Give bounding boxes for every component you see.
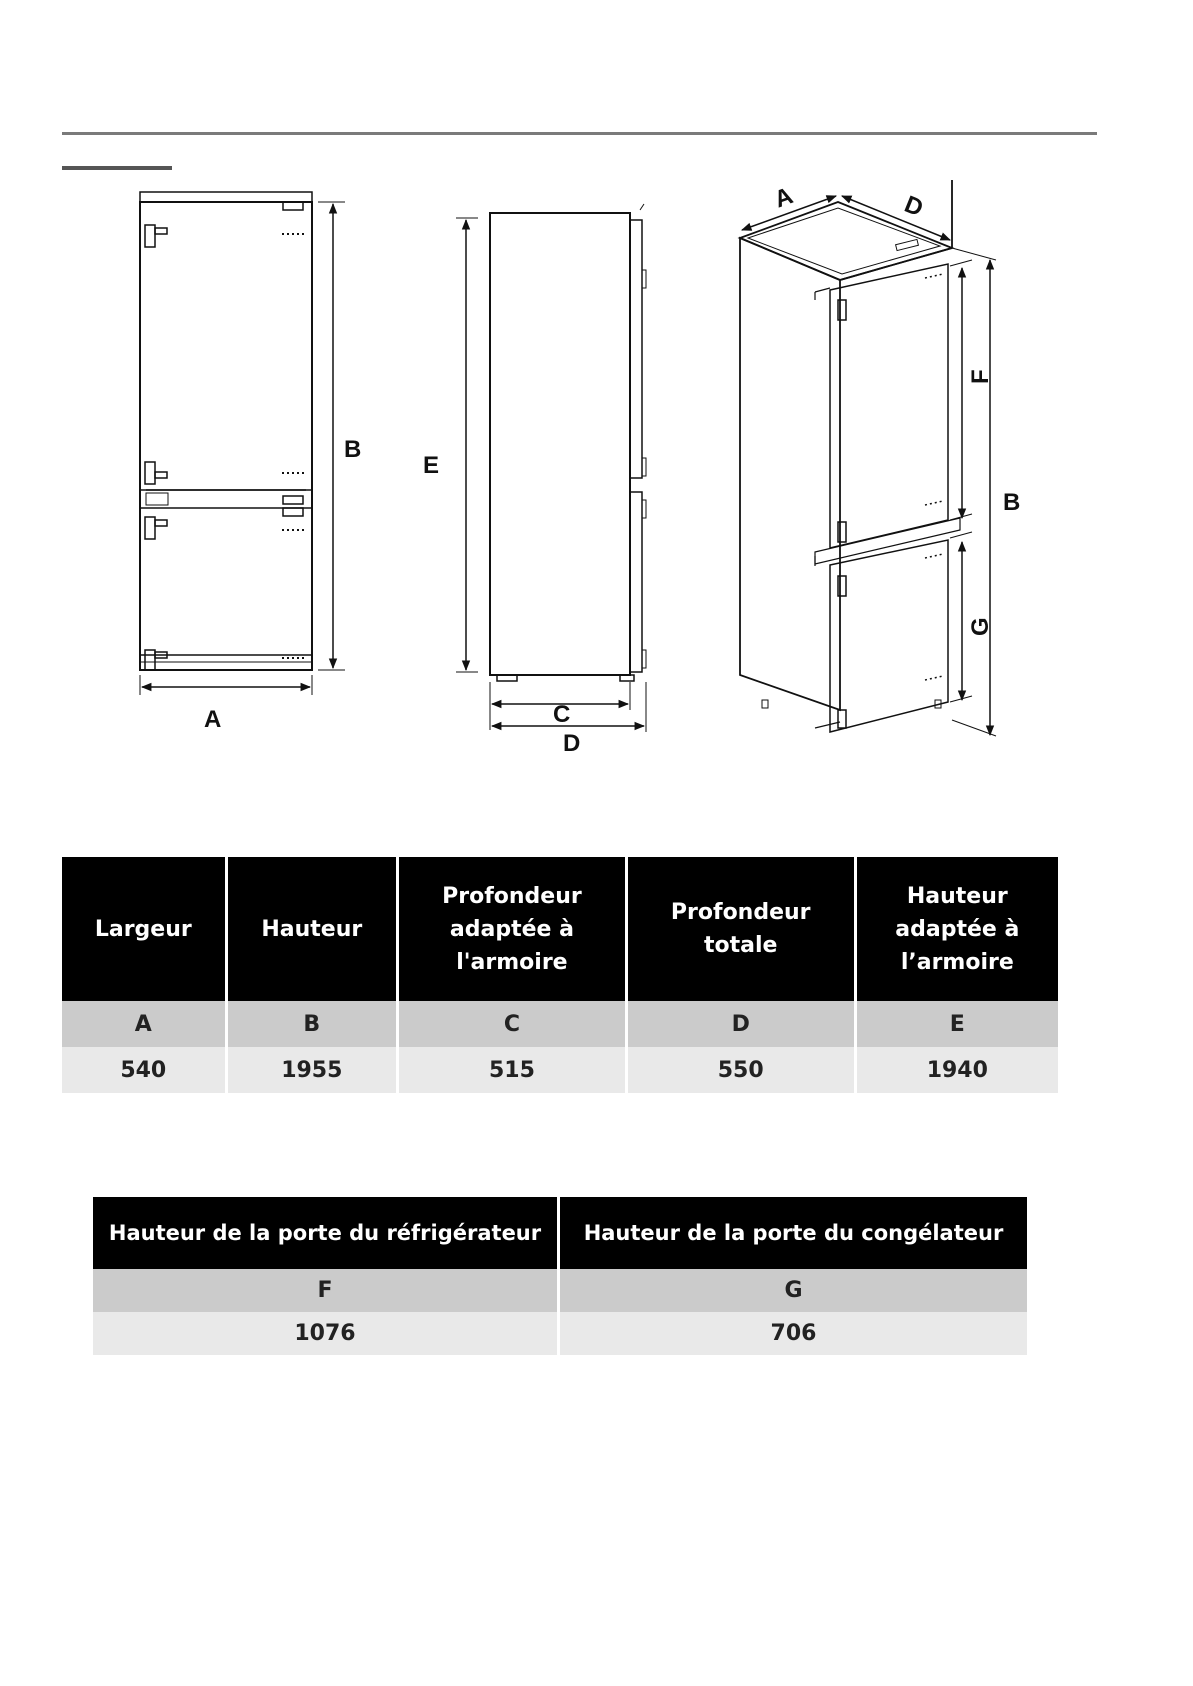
iso-label-a: A [770,182,797,214]
header-rule [62,132,1097,135]
table-row [93,1269,1027,1312]
letter-cell: G [560,1269,1027,1312]
hinge-icon [145,202,303,670]
door-heights-table [93,1197,1027,1355]
front-label-a: A [204,706,222,733]
value-cell: 1955 [228,1047,399,1093]
header-hauteur: Hauteur [228,857,399,1001]
side-label-e: E [423,452,440,479]
section-underline [62,166,172,170]
header-profondeur-adaptee: Profondeur adaptée à l'armoire [399,857,628,1001]
iso-label-f: F [967,369,994,384]
side-view [456,204,646,732]
header-porte-refrigerateur: Hauteur de la porte du réfrigérateur [93,1197,560,1269]
side-label-c: C [553,701,571,728]
table-row [93,1312,1027,1355]
header-largeur: Largeur [62,857,228,1001]
header-profondeur-totale: Profondeur totale [628,857,857,1001]
dimension-drawings [0,180,1193,770]
iso-label-d: D [900,190,927,223]
letter-cell: F [93,1269,560,1312]
header-hauteur-adaptee: Hauteur adaptée à l’armoire [857,857,1058,1001]
front-label-b: B [344,436,362,463]
dimensions-table [62,857,1058,1093]
value-cell: 550 [628,1047,857,1093]
table-row [62,1001,1058,1047]
letter-cell: A [62,1001,228,1047]
value-cell: 1940 [857,1047,1058,1093]
side-label-d: D [563,730,581,757]
value-cell: 540 [62,1047,228,1093]
iso-label-g: G [967,617,994,636]
value-cell: 1076 [93,1312,560,1355]
letter-cell: B [228,1001,399,1047]
letter-cell: D [628,1001,857,1047]
value-cell: 515 [399,1047,628,1093]
letter-cell: C [399,1001,628,1047]
letter-cell: E [857,1001,1058,1047]
iso-label-b: B [1003,489,1021,516]
table-row [62,1047,1058,1093]
iso-view [740,180,996,736]
value-cell: 706 [560,1312,1027,1355]
front-view [140,192,345,695]
header-porte-congelateur: Hauteur de la porte du congélateur [560,1197,1027,1269]
